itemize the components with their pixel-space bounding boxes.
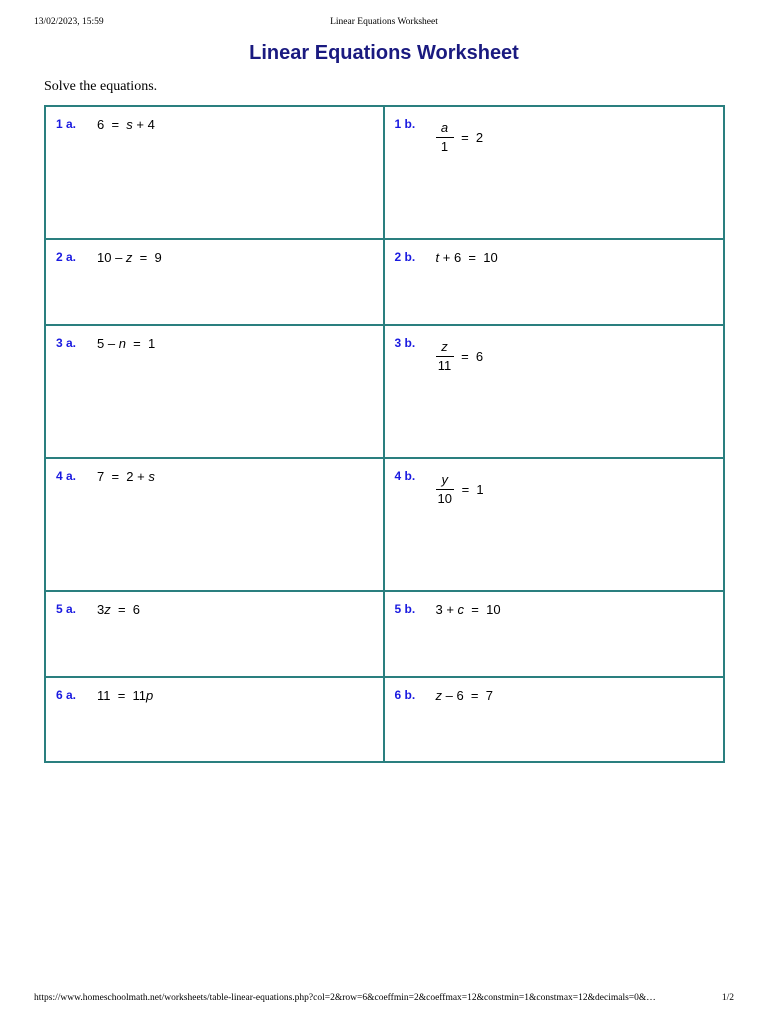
fraction-numerator: y (436, 471, 454, 490)
page-title: Linear Equations Worksheet (249, 42, 519, 64)
equation-pre: 3 (97, 602, 105, 617)
equation-pre: 11 = 11 (97, 688, 147, 703)
equation (97, 250, 162, 265)
problem-cell (385, 326, 724, 459)
equation (436, 688, 493, 703)
problem-label: 2 a. (56, 250, 77, 264)
equation-variable: z (125, 250, 133, 265)
problem-label: 6 a. (56, 688, 77, 702)
problem-cell (385, 107, 724, 240)
equation (436, 602, 501, 617)
problem-cell (385, 459, 724, 592)
problem-cell (385, 678, 724, 761)
equation (436, 471, 484, 508)
equation (97, 688, 153, 703)
equation-post: + 6 = 10 (439, 250, 498, 265)
equation (97, 336, 155, 351)
problem-cell (385, 240, 724, 326)
equation (97, 117, 155, 132)
equation (97, 602, 140, 617)
fraction-numerator: z (436, 338, 454, 357)
problem-cell (46, 592, 385, 678)
equation-rhs: = 1 (457, 482, 484, 497)
equation-variable: z (435, 688, 442, 703)
fraction-numerator: a (436, 119, 454, 138)
problem-grid (44, 105, 725, 763)
fraction-denominator: 1 (440, 139, 449, 154)
problem-cell (46, 240, 385, 326)
fraction (436, 119, 454, 156)
equation-lhs: 6 (97, 117, 105, 132)
fraction (436, 338, 454, 375)
equation-post: = 1 (125, 336, 156, 351)
problem-label: 5 b. (394, 602, 416, 616)
equation-rhs: = 2 (457, 130, 484, 145)
equation (97, 469, 155, 484)
problem-cell (385, 592, 724, 678)
equals-sign: = (104, 117, 127, 132)
equation (436, 119, 484, 156)
equation-post: = 10 (464, 602, 501, 617)
print-doc-title: Linear Equations Worksheet (330, 17, 438, 27)
fraction-denominator: 11 (437, 358, 452, 373)
problem-label: 2 b. (394, 250, 416, 264)
problem-cell (46, 678, 385, 761)
equation-post: = 6 (110, 602, 141, 617)
problem-label: 4 a. (56, 469, 77, 483)
equation-variable: n (118, 336, 126, 351)
problem-label: 3 b. (394, 336, 416, 350)
equation-post: = 9 (132, 250, 162, 265)
equation-rhs: = 6 (457, 349, 484, 364)
page-number: 1/2 (721, 993, 734, 1003)
equation-variable: z (104, 602, 111, 617)
problem-label: 1 a. (56, 117, 77, 131)
problem-label: 1 b. (394, 117, 416, 131)
equation (436, 250, 498, 265)
equation-variable: t (435, 250, 440, 265)
fraction-denominator: 10 (437, 491, 452, 506)
equation-variable: s (148, 469, 155, 484)
problem-label: 4 b. (394, 469, 416, 483)
equation-pre: 3 + (435, 602, 458, 617)
fraction (436, 471, 454, 508)
problem-cell (46, 107, 385, 240)
equation-variable: s (126, 117, 133, 132)
problem-label: 5 a. (56, 602, 77, 616)
equation-pre: 5 – (97, 336, 119, 351)
print-datetime: 13/02/2023, 15:59 (34, 17, 104, 27)
problem-cell (46, 459, 385, 592)
equation-pre: 7 = 2 + (97, 469, 149, 484)
equation-post: – 6 = 7 (442, 688, 493, 703)
equation (436, 338, 484, 375)
problem-label: 6 b. (394, 688, 416, 702)
equation-pre: 10 – (97, 250, 126, 265)
problem-label: 3 a. (56, 336, 77, 350)
equation-rhs: + 4 (132, 117, 155, 132)
equation-variable: c (457, 602, 465, 617)
instructions: Solve the equations. (44, 79, 158, 94)
problem-cell (46, 326, 385, 459)
equation-variable: p (146, 688, 154, 703)
print-url: https://www.homeschoolmath.net/worksheets/table-linear-equations.php?col=2&row=6&coeffmin=2&coeffmax=12&constmin=1&constmax=12&decimals=0&… (34, 993, 656, 1003)
